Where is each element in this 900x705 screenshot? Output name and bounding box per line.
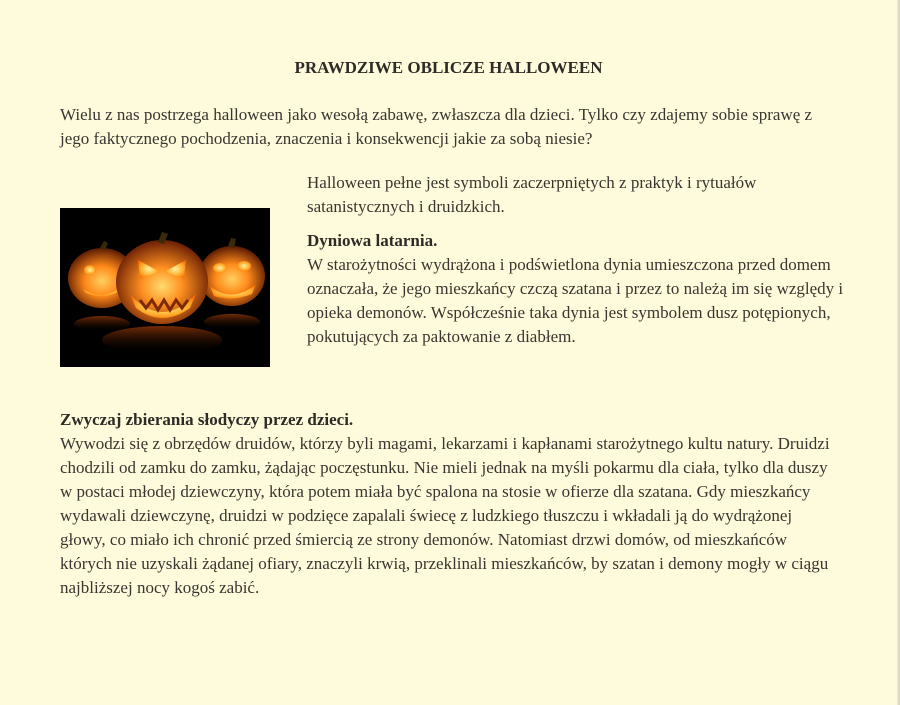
candy-heading: Zwyczaj zbierania słodyczy przez dzieci. <box>60 410 354 429</box>
intro-paragraph: Wielu z nas postrzega halloween jako wesołą zabawę, zwłaszcza dla dzieci. Tylko czy zdajemy sobie sprawę z jego faktycznego pochodzenia, znaczenia i konsekwencji jakie za sobą niesie? <box>60 105 813 148</box>
lantern-body: W starożytności wydrążona i podświetlona dynia umieszczona przed domem oznaczała, że jego mieszkańcy czczą szatana i przez to należą im się względy i opieka demonów. Współcześnie taka dynia jest symbolem dusz potępionych, pokutujących za paktowanie z diabłem. <box>307 255 844 346</box>
lantern-section <box>307 229 847 349</box>
candy-body: Wywodzi się z obrzędów druidów, którzy byli magami, lekarzami i kapłanami starożytnego kultu natury. Druidzi chodzili od zamku do zamku, żądając poczęstunku. Nie mieli jednak na myśli pokarmu dla ciała, tylko dla duszy w postaci młodej dziewczyny, która potem miała być spalona na stosie w ofierze dla szatana. Gdy mieszkańcy wydawali dziewczynę, druidzi w podzięce zapalali świecę z ludzkiego tłuszczu i wkładali ją do wydrążonej głowy, co miało ich chronić przed śmiercią ze strony demonów. Natomiast drzwi domów, od mieszkańców których nie uzyskali żądanej ofiary, znaczyli krwią, przeklinali mieszkańców, by szatan i demony mogły w ciągu najbliższej nocy kogoś zabić. <box>60 434 830 597</box>
page-title: PRAWDZIWE OBLICZE HALLOWEEN <box>294 58 603 77</box>
lantern-heading: Dyniowa latarnia. <box>307 231 438 250</box>
jack-o-lantern-illustration <box>60 208 270 367</box>
pumpkins-image <box>60 208 270 367</box>
candy-section <box>60 408 840 600</box>
symbols-paragraph: Halloween pełne jest symboli zaczerpniętych z praktyk i rytuałów satanistycznych i druidzkich. <box>307 173 757 216</box>
